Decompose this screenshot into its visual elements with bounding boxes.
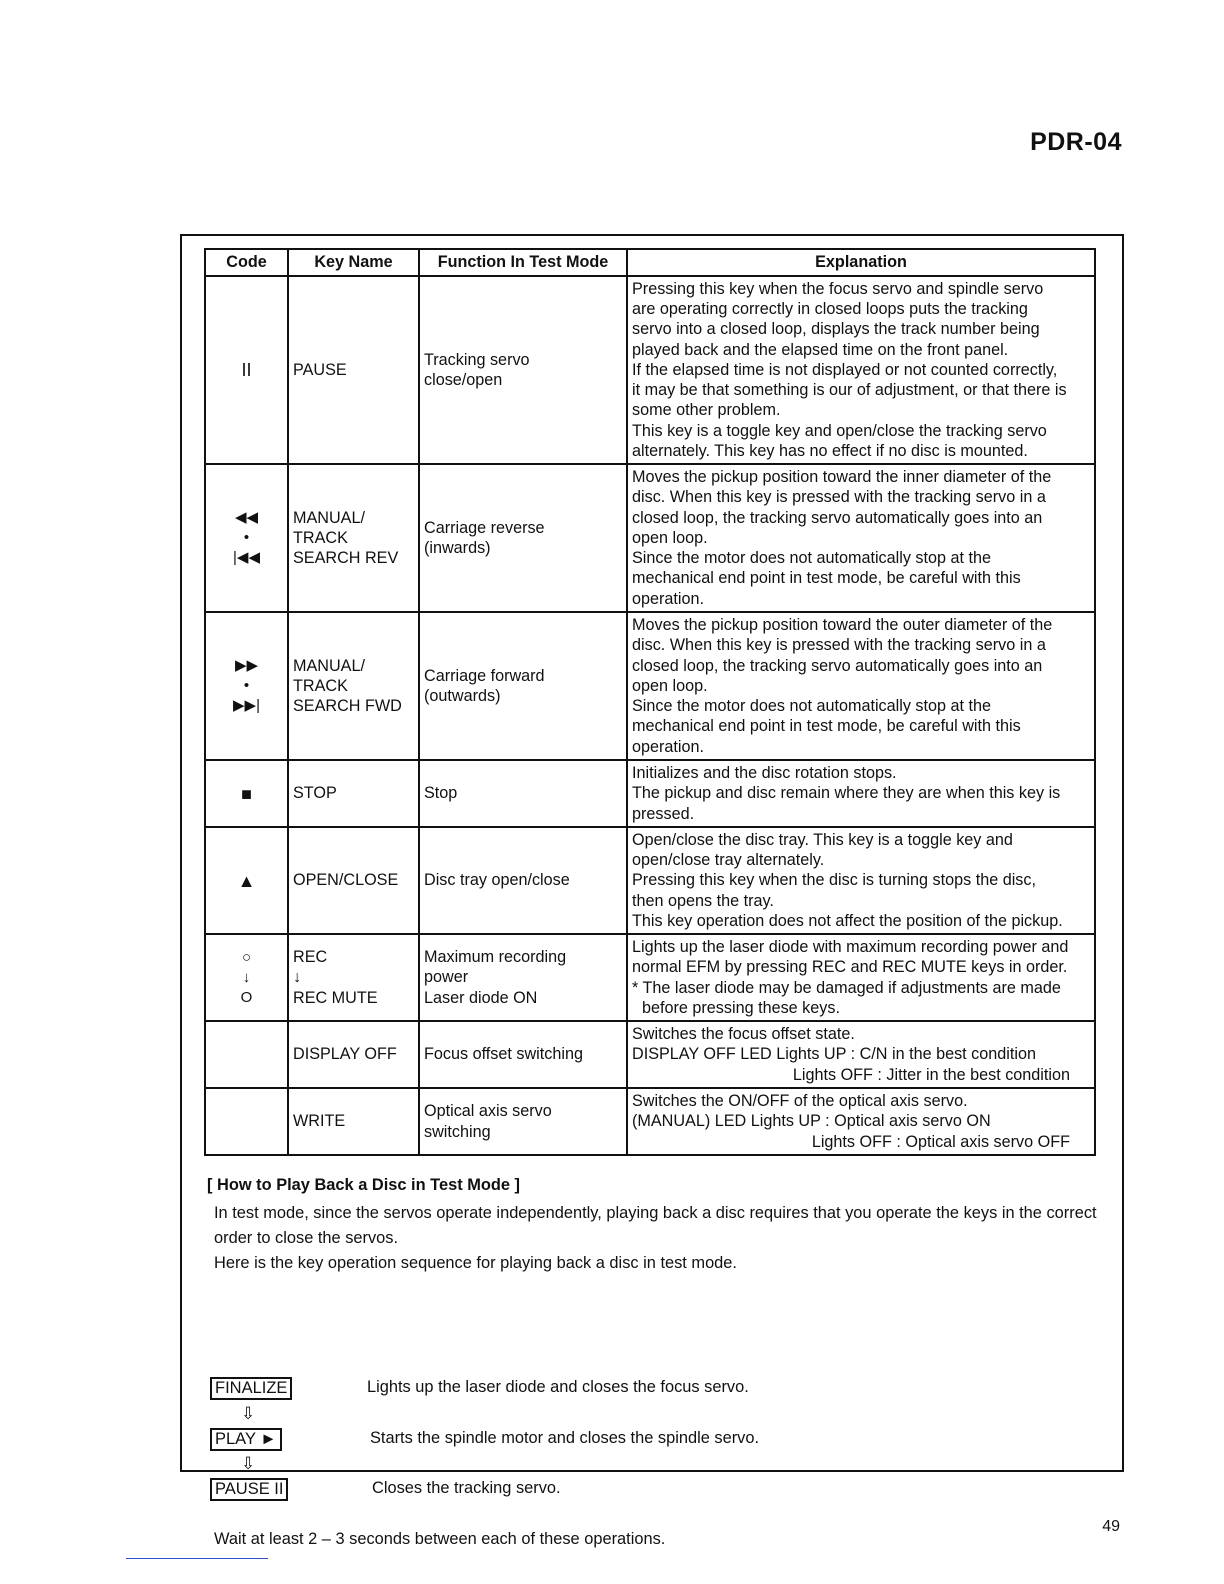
code-cell xyxy=(205,464,288,612)
explanation-cell-line: closed loop, the tracking servo automatically goes into an xyxy=(632,656,1043,675)
explanation-cell-line: Lights OFF : Jitter in the best condition xyxy=(792,1065,1070,1084)
explanation-cell-line: played back and the elapsed time on the front panel. xyxy=(632,340,1009,359)
step-description: Starts the spindle motor and closes the spindle servo. xyxy=(370,1429,760,1447)
key-name-cell-line: DISPLAY OFF xyxy=(293,1045,397,1064)
explanation-cell-line: Pressing this key when the focus servo and spindle servo xyxy=(632,280,1044,299)
key-name-cell-line: SEARCH REV xyxy=(293,549,399,568)
function-cell-line: Tracking servo xyxy=(424,350,530,369)
key-name-cell-line: REC xyxy=(293,948,328,967)
key-name-cell xyxy=(288,612,419,760)
table-row xyxy=(205,612,1095,760)
step-description: Lights up the laser diode and closes the focus servo. xyxy=(367,1378,749,1396)
explanation-cell-line: The pickup and disc remain where they are when this key is xyxy=(632,784,1061,803)
function-cell-line: Optical axis servo xyxy=(424,1102,552,1121)
function-cell xyxy=(419,827,627,934)
function-cell xyxy=(419,464,627,612)
code-cell xyxy=(205,827,288,934)
explanation-cell-line: * The laser diode may be damaged if adjustments are made xyxy=(632,978,1061,997)
explanation-cell xyxy=(627,1021,1095,1088)
howto-section xyxy=(207,1176,1107,1556)
key-name-cell xyxy=(288,276,419,464)
test-mode-key-table xyxy=(204,248,1096,1156)
function-cell-line: switching xyxy=(424,1122,491,1141)
function-cell-line: Carriage forward xyxy=(424,666,545,685)
explanation-cell xyxy=(627,1088,1095,1155)
arrow-down-icon: ↓ xyxy=(242,968,251,986)
explanation-cell-line: disc. When this key is pressed with the tracking servo in a xyxy=(632,636,1046,655)
explanation-cell-line: Pressing this key when the disc is turning stops the disc, xyxy=(632,871,1036,890)
stop-icon: ■ xyxy=(241,783,252,804)
wait-note: Wait at least 2 – 3 seconds between each of these operations. xyxy=(214,1530,666,1548)
howto-title: [ How to Play Back a Disc in Test Mode ] xyxy=(207,1176,521,1194)
play-key-box: PLAY ► xyxy=(210,1428,282,1451)
explanation-cell-line: Lights up the laser diode with maximum recording power and xyxy=(632,938,1069,957)
pause-key-box: PAUSE II xyxy=(210,1478,288,1501)
code-cell xyxy=(205,760,288,827)
function-cell-line: Maximum recording xyxy=(424,948,567,967)
key-name-cell-line: MANUAL/ xyxy=(293,656,365,675)
function-cell xyxy=(419,1088,627,1155)
key-name-cell xyxy=(288,464,419,612)
explanation-cell-line: Lights OFF : Optical axis servo OFF xyxy=(811,1132,1070,1151)
key-name-cell-line: MANUAL/ xyxy=(293,508,365,527)
table-row xyxy=(205,760,1095,827)
function-cell-line: close/open xyxy=(424,371,503,389)
explanation-cell-line: disc. When this key is pressed with the tracking servo in a xyxy=(632,488,1046,507)
explanation-cell-line: mechanical end point in test mode, be careful with this xyxy=(632,569,1021,588)
code-cell xyxy=(205,276,288,464)
function-cell xyxy=(419,1021,627,1088)
fast-forward-icon: ▶▶ xyxy=(234,657,259,674)
dot-icon: • xyxy=(243,677,250,694)
function-cell-line: (inwards) xyxy=(424,539,491,557)
finalize-key-box: FINALIZE xyxy=(210,1377,292,1400)
explanation-cell-line: This key operation does not affect the position of the pickup. xyxy=(632,911,1063,930)
function-cell xyxy=(419,612,627,760)
key-name-cell-line: REC MUTE xyxy=(293,988,378,1007)
explanation-cell-line: mechanical end point in test mode, be careful with this xyxy=(632,717,1021,736)
table-row xyxy=(205,1088,1095,1155)
explanation-cell-line: alternately. This key has no effect if no disc is mounted. xyxy=(632,441,1028,460)
page-number: 49 xyxy=(1102,1518,1120,1535)
skip-forward-icon: ▶▶| xyxy=(233,697,260,714)
table-row xyxy=(205,276,1095,464)
key-name-cell-line: TRACK xyxy=(293,528,348,547)
sequence-step-play xyxy=(207,1428,1107,1452)
explanation-cell-line: Since the motor does not automatically stop at the xyxy=(632,549,992,568)
table-header-row xyxy=(205,249,1095,276)
explanation-cell-line: operation. xyxy=(632,589,704,608)
code-cell xyxy=(205,612,288,760)
function-cell xyxy=(419,760,627,827)
function-cell-line: Focus offset switching xyxy=(424,1045,583,1064)
header-function: Function In Test Mode xyxy=(419,249,627,276)
function-cell-line: Carriage reverse xyxy=(424,518,545,537)
key-name-cell-line: WRITE xyxy=(293,1112,346,1131)
function-cell-line: Laser diode ON xyxy=(424,988,538,1007)
header-explanation: Explanation xyxy=(627,249,1095,276)
explanation-cell-line: Open/close the disc tray. This key is a toggle key and xyxy=(632,830,1013,849)
key-name-cell xyxy=(288,934,419,1021)
header-code: Code xyxy=(205,249,288,276)
sequence-step-finalize xyxy=(207,1377,1107,1401)
explanation-cell-line: open loop. xyxy=(632,528,708,547)
down-arrow-icon: ⇩ xyxy=(241,1454,256,1473)
explanation-cell-line: (MANUAL) LED Lights UP : Optical axis servo ON xyxy=(632,1112,991,1131)
explanation-cell-line: If the elapsed time is not displayed or not counted correctly, xyxy=(632,360,1058,379)
record-icon: ○ xyxy=(241,948,252,966)
key-name-cell-line: PAUSE xyxy=(293,360,347,379)
table-row xyxy=(205,827,1095,934)
skip-back-icon: |◀◀ xyxy=(233,549,260,566)
explanation-cell-line: it may be that something is our of adjustment, or that there is xyxy=(632,381,1067,400)
explanation-cell-line: servo into a closed loop, displays the track number being xyxy=(632,320,1040,339)
explanation-cell-line: Since the motor does not automatically stop at the xyxy=(632,697,992,716)
key-name-cell xyxy=(288,760,419,827)
table-row xyxy=(205,464,1095,612)
header-key-name: Key Name xyxy=(288,249,419,276)
howto-intro xyxy=(214,1201,1107,1276)
key-name-cell-line: SEARCH FWD xyxy=(293,697,402,716)
explanation-cell-line: Moves the pickup position toward the outer diameter of the xyxy=(632,616,1053,635)
explanation-cell-line: DISPLAY OFF LED Lights UP : C/N in the best condition xyxy=(632,1045,1036,1064)
explanation-cell-line: pressed. xyxy=(632,804,695,823)
function-cell-line: power xyxy=(424,968,469,987)
record-mute-icon: O xyxy=(240,988,253,1006)
scan-artifact-line xyxy=(126,1558,268,1559)
howto-intro-line: In test mode, since the servos operate independently, playing back a disc requires that you operate the keys in the correct xyxy=(214,1204,1097,1222)
function-cell-line: (outwards) xyxy=(424,687,501,705)
howto-intro-line: Here is the key operation sequence for playing back a disc in test mode. xyxy=(214,1254,737,1272)
explanation-cell xyxy=(627,612,1095,760)
eject-icon: ▲ xyxy=(237,870,256,891)
explanation-cell-line: closed loop, the tracking servo automatically goes into an xyxy=(632,508,1043,527)
key-name-cell-line: OPEN/CLOSE xyxy=(293,871,399,890)
model-number: PDR-04 xyxy=(1030,128,1122,156)
function-cell-line: Stop xyxy=(424,784,458,803)
code-cell xyxy=(205,934,288,1021)
explanation-cell-line: Moves the pickup position toward the inner diameter of the xyxy=(632,468,1052,487)
explanation-cell-line: Initializes and the disc rotation stops. xyxy=(632,764,897,783)
function-cell xyxy=(419,934,627,1021)
pause-icon: II xyxy=(241,360,252,380)
explanation-cell-line: Switches the ON/OFF of the optical axis servo. xyxy=(632,1092,968,1111)
explanation-cell-line: Switches the focus offset state. xyxy=(632,1025,855,1044)
explanation-cell xyxy=(627,760,1095,827)
key-name-cell xyxy=(288,827,419,934)
code-cell xyxy=(205,1021,288,1088)
key-name-cell-line: ↓ xyxy=(293,968,302,987)
function-cell-line: Disc tray open/close xyxy=(424,871,570,890)
sequence-step-pause xyxy=(207,1478,1107,1502)
explanation-cell xyxy=(627,827,1095,934)
key-name-cell-line: STOP xyxy=(293,784,337,803)
explanation-cell-line: open/close tray alternately. xyxy=(632,851,825,870)
explanation-cell-line: operation. xyxy=(632,737,704,756)
dot-icon: • xyxy=(243,529,250,546)
function-cell xyxy=(419,276,627,464)
code-cell xyxy=(205,1088,288,1155)
explanation-cell xyxy=(627,934,1095,1021)
howto-intro-line: order to close the servos. xyxy=(214,1229,399,1247)
explanation-cell-line: before pressing these keys. xyxy=(642,998,840,1017)
explanation-cell-line: some other problem. xyxy=(632,401,781,420)
key-name-cell xyxy=(288,1021,419,1088)
key-name-cell-line: TRACK xyxy=(293,676,348,695)
table-row xyxy=(205,934,1095,1021)
explanation-cell-line: are operating correctly in closed loops puts the tracking xyxy=(632,300,1028,319)
explanation-cell xyxy=(627,276,1095,464)
down-arrow-icon: ⇩ xyxy=(241,1404,256,1423)
step-description: Closes the tracking servo. xyxy=(372,1479,561,1497)
explanation-cell xyxy=(627,464,1095,612)
rewind-icon: ◀◀ xyxy=(234,509,259,526)
table-row xyxy=(205,1021,1095,1088)
explanation-cell-line: open loop. xyxy=(632,676,708,695)
explanation-cell-line: then opens the tray. xyxy=(632,891,774,910)
explanation-cell-line: This key is a toggle key and open/close the tracking servo xyxy=(632,421,1047,440)
key-name-cell xyxy=(288,1088,419,1155)
explanation-cell-line: normal EFM by pressing REC and REC MUTE keys in order. xyxy=(632,958,1068,977)
